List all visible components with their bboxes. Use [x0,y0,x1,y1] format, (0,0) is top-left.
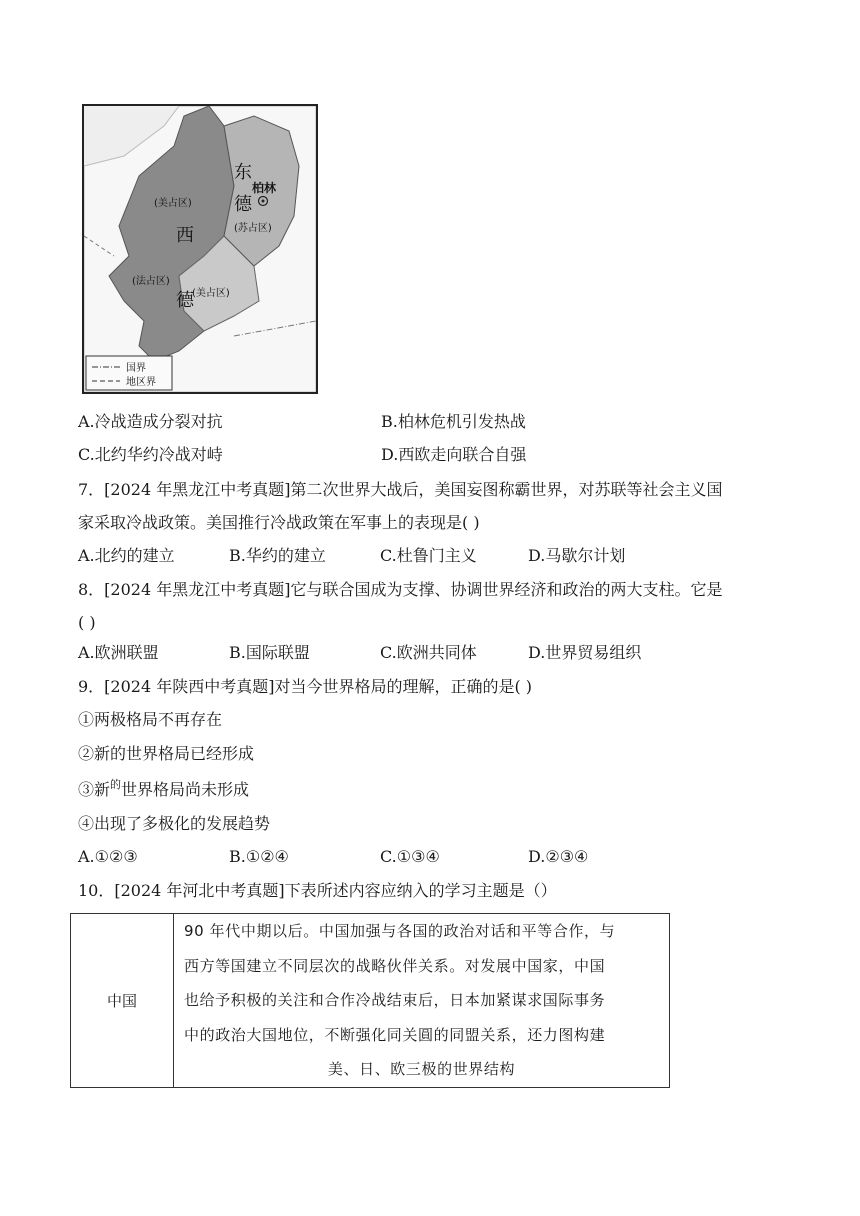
legend-region-label: 地区界 [126,377,156,388]
q7-option-a: A.北约的建立 [78,546,175,565]
q9-item-2: ②新的世界格局已经形成 [78,744,255,763]
table-content-line-2: 西方等国建立不同层次的战略伙伴关系。对发展中国家，中国 [184,956,606,975]
legend-border-label: 国界 [126,363,146,374]
q9-stem: 9．[2024 年陕西中考真题]对当今世界格局的理解，正确的是( ) [78,677,533,696]
q9-item-3-part1: ③新 [78,780,111,799]
q6-option-d: D.西欧走向联合自强 [381,445,527,464]
q7-option-d: D.马歇尔计划 [528,546,626,565]
q8-option-b: B.国际联盟 [229,643,310,662]
q9-item-1: ①两极格局不再存在 [78,710,223,729]
map-label-us-zone-north: (美占区) [154,198,192,209]
q7-stem-line1: 7．[2024 年黑龙江中考真题]第二次世界大战后，美国妄图称霸世界，对苏联等社会主义国 [78,480,723,499]
q8-option-a: A.欧洲联盟 [78,643,159,662]
table-content-cell [174,914,670,1088]
map-label-french-zone: (法占区) [132,276,170,287]
map-label-east2: 德 [234,194,252,215]
q9-option-c: C.①③④ [380,847,440,866]
table-row [71,914,670,1088]
map-label-west: 西 [176,225,194,246]
table-content-line-1: 90 年代中期以后。中国加强与各国的政治对话和平等合作，与 [184,922,616,940]
q8-option-c: C.欧洲共同体 [380,643,477,662]
q9-option-a: A.①②③ [78,847,138,866]
q8-option-d: D.世界贸易组织 [528,643,642,662]
map-label-berlin: 柏林 [252,181,277,195]
map-label-east: 东 [234,162,252,183]
q6-option-c: C.北约华约冷战对峙 [78,445,223,464]
map-label-us-zone-south: (美占区) [192,288,230,299]
table-content-line-5: 美、日、欧三极的世界结构 [327,1060,516,1078]
map-label-soviet-zone: (苏占区) [234,223,272,234]
table-label-cell: 中国 [71,914,174,1088]
q6-option-a: A.冷战造成分裂对抗 [78,412,223,431]
germany-division-map [82,104,318,394]
map-label-west2: 德 [176,290,194,311]
q7-option-c: C.杜鲁门主义 [380,546,477,565]
q10-stem: 10．[2024 年河北中考真题]下表所述内容应纳入的学习主题是（） [78,881,557,900]
q8-stem-line2: ( ) [78,613,96,632]
q10-table [70,913,670,1088]
q7-stem-line2: 家采取冷战政策。美国推行冷战政策在军事上的表现是( ) [78,513,480,532]
q9-item-3-superscript: 的 [110,778,122,791]
q9-option-b: B.①②④ [229,847,289,866]
table-content-line-4: 中的政治大国地位，不断强化同关圓的同盟关系，还力图构建 [184,1025,606,1044]
q9-option-d: D.②③④ [528,847,589,866]
q9-item-3-part2: 世界格局尚未形成 [121,780,250,799]
q8-stem-line1: 8．[2024 年黑龙江中考真题]它与联合国成为支撑、协调世界经济和政治的两大支柱。它是 [78,580,723,599]
q7-option-b: B.华约的建立 [229,546,326,565]
q6-option-b: B.柏林危机引发热战 [381,412,526,431]
q9-item-3 [78,779,249,803]
table-content-line-3: 也给予积极的关注和合作冷战结束后，日本加紧谋求国际事务 [184,991,606,1009]
q9-item-4: ④出现了多极化的发展趋势 [78,814,271,833]
